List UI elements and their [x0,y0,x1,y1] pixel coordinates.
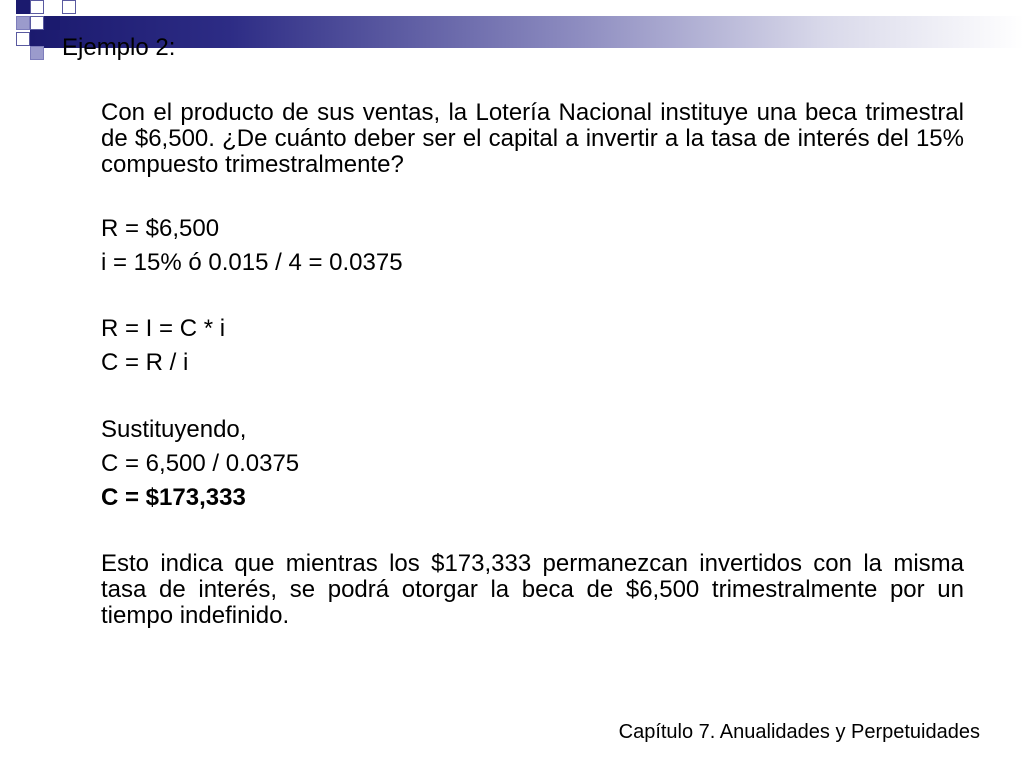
decorative-square [62,0,76,14]
decorative-square [16,32,30,46]
decorative-square [16,16,30,30]
decorative-square [46,16,60,30]
problem-statement: Con el producto de sus ventas, la Lotería Nacional instituye una beca trimestral de $6,500. ¿De cuánto deber ser el capital a invertir a la tasa de interés del 15% compuesto trimestralmente? [101,99,964,178]
decorative-square [30,0,44,14]
decorative-square [30,46,44,60]
decorative-square [16,0,30,14]
given-value-line: R = $6,500 [101,215,220,242]
header-gradient-bar [30,16,1024,48]
slide-title: Ejemplo 2: [62,34,176,61]
formula-line: C = R / i [101,349,189,376]
chapter-footer: Capítulo 7. Anualidades y Perpetuidades [618,721,980,743]
decorative-square [30,16,44,30]
formula-line: R = I = C * i [101,315,226,342]
given-rate-line: i = 15% ó 0.015 / 4 = 0.0375 [101,249,403,276]
substitution-heading: Sustituyendo, [101,416,247,443]
conclusion-statement: Esto indica que mientras los $173,333 permanezcan invertidos con la misma tasa de interés, se podrá otorgar la beca de $6,500 trimestralmente por un tiempo indefinido. [101,550,964,629]
result-line: C = $173,333 [101,484,246,511]
substitution-line: C = 6,500 / 0.0375 [101,450,300,477]
slide-body [101,100,964,629]
